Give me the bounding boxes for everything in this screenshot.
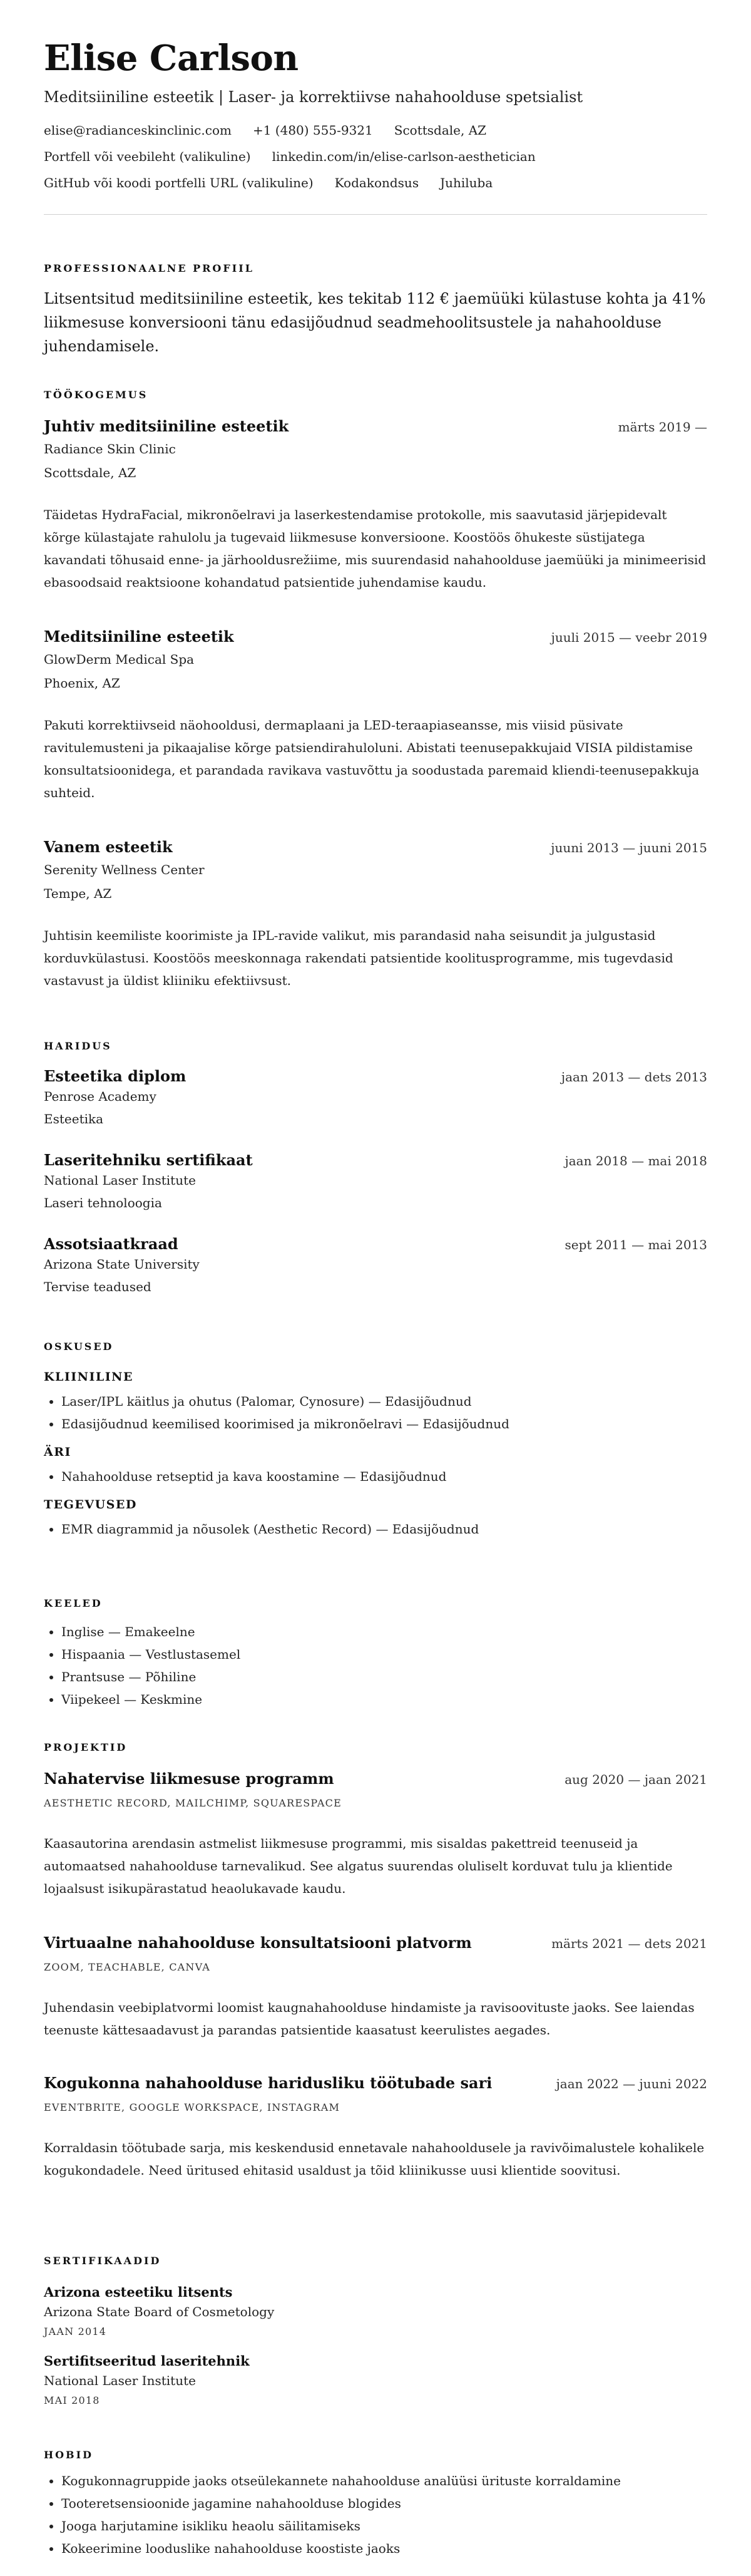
profile-title: PROFESSIONAALNE PROFIIL (44, 262, 254, 274)
contact-drivers-license: Juhiluba (440, 175, 493, 190)
skill-group-title: KLIINILINE (44, 1370, 133, 1384)
hobby-item: • Jooga harjutamine isikliku heaolu säilitamiseks (61, 2515, 707, 2537)
skill-list (44, 1390, 707, 1435)
education-degree: Assotsiaatkraad (44, 1235, 178, 1253)
project-description: Korraldasin töötubade sarja, mis keskendusid ennetavale nahahooldusele ja ravivõimalustele kohalikele kogukondadele. Need üritused ehitasid usaldust ja tõid kliinikusse uusi klientide soovitusi. (44, 2140, 705, 2178)
certification-name: Sertifitseeritud laseritehnik (44, 2353, 250, 2369)
experience-section (44, 388, 707, 402)
language-item: • Inglise — Emakeelne (61, 1620, 707, 1643)
project-tech: ZOOM, TEACHABLE, CANVA (44, 1961, 211, 1973)
education-field: Laseri tehnoloogia (44, 1195, 162, 1210)
certifications-title: SERTIFIKAADID (44, 2255, 161, 2267)
education-date: jaan 2018 — mai 2018 (565, 1153, 707, 1168)
education-degree: Esteetika diplom (44, 1067, 186, 1085)
certification-item (44, 2352, 707, 2408)
headline: Meditsiiniline esteetik | Laser- ja korrektiivse nahahoolduse spetsialist (44, 88, 583, 106)
contact-row-3 (44, 174, 707, 192)
project-date: aug 2020 — jaan 2021 (565, 1772, 707, 1787)
education-school: National Laser Institute (44, 1173, 196, 1188)
contact-email[interactable]: elise@radianceskinclinic.com (44, 123, 232, 138)
experience-date: märts 2019 — (618, 420, 707, 435)
education-item (44, 1066, 707, 1128)
hobbies-section (44, 2448, 707, 2560)
hobby-list (44, 2470, 707, 2560)
project-item (44, 2073, 707, 2182)
education-title: HARIDUS (44, 1040, 112, 1052)
education-section (44, 1039, 707, 1053)
contact-portfolio[interactable]: Portfell või veebileht (valikuline) (44, 149, 251, 164)
project-tech: AESTHETIC RECORD, MAILCHIMP, SQUARESPACE (44, 1797, 342, 1809)
education-school: Arizona State University (44, 1257, 200, 1272)
education-date: sept 2011 — mai 2013 (565, 1237, 707, 1252)
skills-title: OSKUSED (44, 1341, 114, 1352)
contact-github[interactable]: GitHub või koodi portfelli URL (valikuline) (44, 175, 314, 190)
language-item: • Prantsuse — Põhiline (61, 1666, 707, 1688)
experience-company: Radiance Skin Clinic (44, 441, 176, 456)
skill-list (44, 1518, 707, 1540)
experience-item (44, 626, 707, 804)
experience-item (44, 416, 707, 594)
profile-text: Litsentsitud meditsiiniline esteetik, kes tekitab 112 € jaemüüki külastuse kohta ja 41% liikmesuse konversiooni tänu edasijõudnud seadmehoolitsustele ja nahahoolduse juhendamisele. (44, 290, 706, 355)
education-date: jaan 2013 — dets 2013 (561, 1069, 707, 1084)
project-name: Virtuaalne nahahoolduse konsultatsiooni platvorm (44, 1934, 472, 1952)
certification-issuer: National Laser Institute (44, 2373, 196, 2388)
skill-list (44, 1465, 707, 1488)
certification-item (44, 2283, 707, 2339)
experience-item (44, 837, 707, 992)
languages-title: KEELED (44, 1597, 103, 1609)
project-tech: EVENTBRITE, GOOGLE WORKSPACE, INSTAGRAM (44, 2101, 340, 2113)
contact-citizenship: Kodakondsus (334, 175, 419, 190)
education-field: Tervise teadused (44, 1279, 151, 1294)
skill-group-title: TEGEVUSED (44, 1498, 137, 1512)
hobby-item: • Kogukonnagruppide jaoks otseülekannete nahahoolduse analüüsi ürituste korraldamine (61, 2470, 707, 2492)
skills-section (44, 1340, 707, 1540)
project-date: jaan 2022 — juuni 2022 (556, 2076, 707, 2091)
candidate-name: Elise Carlson (44, 38, 299, 79)
experience-date: juuli 2015 — veebr 2019 (551, 630, 707, 645)
hobby-item: • Tooteretsensioonide jagamine nahahoolduse blogides (61, 2492, 707, 2515)
project-description: Juhendasin veebiplatvormi loomist kaugnahahoolduse hindamiste ja ravisoovituste jaoks. See laiendas teenuste kättesaadavust ja parandas patsientide kaasatust keerulistes aegades. (44, 2000, 695, 2038)
project-name: Kogukonna nahahoolduse haridusliku töötubade sari (44, 2074, 493, 2092)
experience-description: Juhtisin keemiliste koorimiste ja IPL-ravide valikut, mis parandasid naha seisundit ja julgustasid korduvkülastusi. Koostöös meeskonnaga rakendati patsientide koolitusprogramme, mis tugevdasid vastavust ja üldist kliiniku efektiivsust. (44, 928, 673, 988)
project-item (44, 1932, 707, 2041)
experience-title: TÖÖKOGEMUS (44, 389, 148, 401)
education-field: Esteetika (44, 1111, 104, 1126)
certification-issuer: Arizona State Board of Cosmetology (44, 2304, 275, 2319)
education-school: Penrose Academy (44, 1089, 156, 1104)
experience-location: Phoenix, AZ (44, 676, 120, 691)
education-item (44, 1150, 707, 1212)
experience-company: GlowDerm Medical Spa (44, 652, 195, 667)
experience-company: Serenity Wellness Center (44, 862, 205, 877)
experience-description: Täidetas HydraFacial, mikronõelravi ja laserkestendamise protokolle, mis saavutasid järjepidevalt kõrge külastajate rahulolu ja tugevaid liikmesuse konversioone. Koostöös õhukeste süstijatega kavandati tõhusaid enne- ja järhooldusrežiime, mis suurendasid nahahoolduse jaemüüki ja minimeerisid ebasoodsaid reaktsioone kohandatud patsientide juhendamise kaudu. (44, 507, 707, 590)
contact-location: Scottsdale, AZ (394, 123, 487, 138)
header-divider (44, 214, 707, 215)
language-item: • Viipekeel — Keskmine (61, 1688, 707, 1711)
experience-date: juuni 2013 — juuni 2015 (551, 840, 707, 855)
contact-phone[interactable]: +1 (480) 555-9321 (252, 123, 373, 138)
skill-item: • EMR diagrammid ja nõusolek (Aesthetic Record) — Edasijõudnud (61, 1518, 707, 1540)
projects-section (44, 1741, 707, 1754)
languages-section (44, 1597, 707, 1711)
experience-role: Juhtiv meditsiiniline esteetik (44, 417, 289, 435)
certification-date: MAI 2018 (44, 2394, 100, 2406)
skill-group-title: ÄRI (44, 1445, 71, 1459)
contact-linkedin[interactable]: linkedin.com/in/elise-carlson-aesthetician (272, 149, 536, 164)
skill-item: • Nahahoolduse retseptid ja kava koostamine — Edasijõudnud (61, 1465, 707, 1488)
project-date: märts 2021 — dets 2021 (551, 1936, 707, 1951)
hobby-item: • Kokeerimine looduslike nahahoolduse koostiste jaoks (61, 2537, 707, 2560)
experience-role: Meditsiiniline esteetik (44, 627, 234, 646)
experience-role: Vanem esteetik (44, 838, 173, 856)
skill-item: • Edasijõudnud keemilised koorimised ja mikronõelravi — Edasijõudnud (61, 1413, 707, 1435)
education-item (44, 1234, 707, 1296)
contact-row-2 (44, 148, 707, 165)
language-list (44, 1620, 707, 1711)
skill-item: • Laser/IPL käitlus ja ohutus (Palomar, Cynosure) — Edasijõudnud (61, 1390, 707, 1413)
experience-location: Tempe, AZ (44, 886, 112, 901)
project-description: Kaasautorina arendasin astmelist liikmesuse programmi, mis sisaldas pakettreid teenuseid ja automaatsed nahahoolduse tarnevalikud. See algatus suurendas oluliselt korduvat tulu ja klientide lojaalsust isikupärastatud heaolukavade kaudu. (44, 1836, 673, 1896)
language-item: • Hispaania — Vestlustasemel (61, 1643, 707, 1666)
experience-description: Pakuti korrektiivseid näohooldusi, dermaplaani ja LED-teraapiaseansse, mis viisid püsivate ravitulemusteni ja pikaajalise kõrge patsiendirahuloluni. Abistati teenusepakkujaid VISIA pildistamise konsultatsioonidega, et parandada ravikava vastuvõttu ja soodustada paremaid kliendi-teenusepakkuja suhteid. (44, 718, 700, 800)
experience-location: Scottsdale, AZ (44, 465, 136, 480)
certification-name: Arizona esteetiku litsents (44, 2284, 233, 2300)
projects-title: PROJEKTID (44, 1741, 128, 1753)
certifications-section (44, 2254, 707, 2408)
certification-date: JAAN 2014 (44, 2326, 107, 2337)
project-name: Nahatervise liikmesuse programm (44, 1770, 334, 1788)
contact-row-1 (44, 121, 707, 139)
profile-section (44, 262, 707, 358)
education-degree: Laseritehniku sertifikaat (44, 1151, 253, 1169)
project-item (44, 1768, 707, 1900)
hobbies-title: HOBID (44, 2449, 93, 2461)
